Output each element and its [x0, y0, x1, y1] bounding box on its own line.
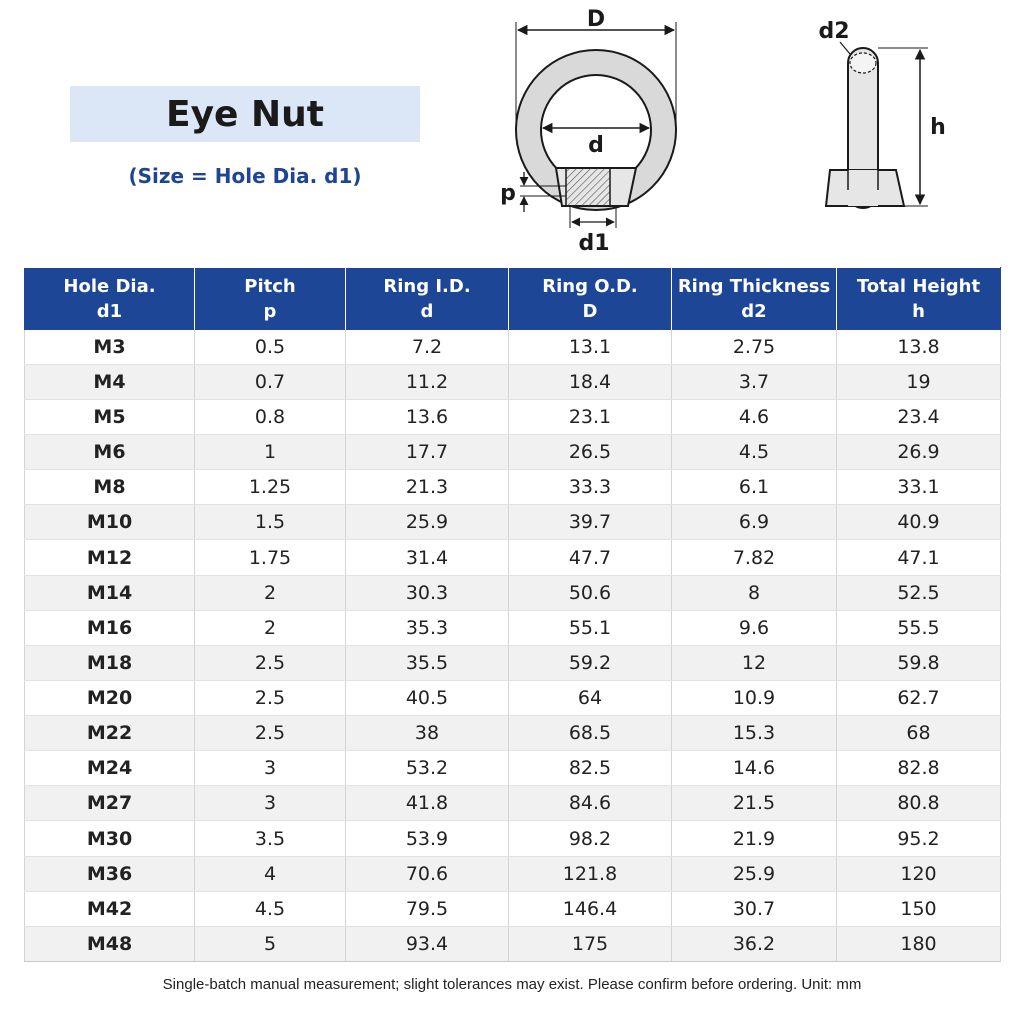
cell-ring-od: 84.6: [509, 786, 672, 821]
cell-hole-dia: M36: [25, 856, 195, 891]
table-row: [25, 575, 1001, 610]
cell-hole-dia: M22: [25, 716, 195, 751]
cell-ring-thickness: 25.9: [672, 856, 837, 891]
cell-pitch: 2.5: [195, 645, 346, 680]
cell-pitch: 2: [195, 610, 346, 645]
cell-ring-od: 47.7: [509, 540, 672, 575]
cell-total-height: 40.9: [837, 505, 1001, 540]
cell-hole-dia: M12: [25, 540, 195, 575]
header-ring-id: Ring I.D. d: [346, 268, 509, 331]
cell-total-height: 59.8: [837, 645, 1001, 680]
cell-ring-id: 11.2: [346, 364, 509, 399]
cell-ring-thickness: 30.7: [672, 891, 837, 926]
cell-total-height: 23.4: [837, 399, 1001, 434]
cell-total-height: 26.9: [837, 435, 1001, 470]
cell-ring-od: 26.5: [509, 435, 672, 470]
footer-note: Single-batch manual measurement; slight tolerances may exist. Please confirm before ordering. Unit: mm: [162, 976, 862, 993]
cell-ring-thickness: 10.9: [672, 680, 837, 715]
cell-hole-dia: M18: [25, 645, 195, 680]
cell-ring-thickness: 3.7: [672, 364, 837, 399]
cell-ring-id: 40.5: [346, 680, 509, 715]
table-row: [25, 435, 1001, 470]
table-row: [25, 330, 1001, 364]
d1-label: d1: [578, 231, 610, 256]
cell-hole-dia: M14: [25, 575, 195, 610]
cell-total-height: 52.5: [837, 575, 1001, 610]
cell-ring-od: 23.1: [509, 399, 672, 434]
cell-ring-thickness: 6.1: [672, 470, 837, 505]
cell-total-height: 95.2: [837, 821, 1001, 856]
cell-total-height: 55.5: [837, 610, 1001, 645]
cell-hole-dia: M42: [25, 891, 195, 926]
D-label: D: [586, 7, 606, 32]
cell-ring-id: 7.2: [346, 330, 509, 364]
cell-hole-dia: M3: [25, 330, 195, 364]
cell-ring-od: 98.2: [509, 821, 672, 856]
cell-ring-od: 64: [509, 680, 672, 715]
cell-hole-dia: M5: [25, 399, 195, 434]
cell-pitch: 3.5: [195, 821, 346, 856]
table-row: [25, 505, 1001, 540]
cell-hole-dia: M48: [25, 926, 195, 961]
cell-ring-thickness: 7.82: [672, 540, 837, 575]
cell-pitch: 4.5: [195, 891, 346, 926]
cell-ring-thickness: 4.6: [672, 399, 837, 434]
cell-pitch: 1: [195, 435, 346, 470]
spec-table-header: [25, 268, 1001, 331]
cell-ring-id: 93.4: [346, 926, 509, 961]
cell-ring-thickness: 21.5: [672, 786, 837, 821]
header-ring-od: Ring O.D. D: [509, 268, 672, 331]
cell-pitch: 0.7: [195, 364, 346, 399]
cell-ring-od: 33.3: [509, 470, 672, 505]
table-row: [25, 399, 1001, 434]
table-row: [25, 821, 1001, 856]
cell-ring-od: 146.4: [509, 891, 672, 926]
cell-ring-id: 30.3: [346, 575, 509, 610]
cell-pitch: 1.75: [195, 540, 346, 575]
cell-pitch: 1.5: [195, 505, 346, 540]
cell-total-height: 47.1: [837, 540, 1001, 575]
cell-ring-id: 35.3: [346, 610, 509, 645]
cell-total-height: 150: [837, 891, 1001, 926]
cell-ring-od: 121.8: [509, 856, 672, 891]
page-subtitle: (Size = Hole Dia. d1): [128, 164, 362, 188]
cell-hole-dia: M8: [25, 470, 195, 505]
table-row: [25, 751, 1001, 786]
cell-total-height: 68: [837, 716, 1001, 751]
cell-ring-id: 53.9: [346, 821, 509, 856]
cell-ring-thickness: 4.5: [672, 435, 837, 470]
cell-total-height: 120: [837, 856, 1001, 891]
table-row: [25, 786, 1001, 821]
eye-nut-front-diagram: [490, 0, 690, 260]
cell-ring-od: 18.4: [509, 364, 672, 399]
cell-pitch: 2: [195, 575, 346, 610]
cell-ring-id: 38: [346, 716, 509, 751]
cell-ring-id: 41.8: [346, 786, 509, 821]
d-label: d: [588, 133, 604, 158]
cell-pitch: 2.5: [195, 680, 346, 715]
cell-hole-dia: M10: [25, 505, 195, 540]
cell-ring-id: 35.5: [346, 645, 509, 680]
cell-ring-od: 59.2: [509, 645, 672, 680]
table-row: [25, 540, 1001, 575]
cell-hole-dia: M20: [25, 680, 195, 715]
eye-nut-side-diagram: [800, 10, 970, 220]
cell-total-height: 33.1: [837, 470, 1001, 505]
cell-pitch: 0.5: [195, 330, 346, 364]
table-row: [25, 926, 1001, 961]
thread-section: [566, 168, 610, 206]
table-row: [25, 610, 1001, 645]
page-title: Eye Nut: [166, 93, 324, 135]
cell-hole-dia: M16: [25, 610, 195, 645]
table-row: [25, 680, 1001, 715]
cell-ring-id: 25.9: [346, 505, 509, 540]
cell-ring-id: 79.5: [346, 891, 509, 926]
cell-total-height: 82.8: [837, 751, 1001, 786]
cell-ring-thickness: 8: [672, 575, 837, 610]
cell-pitch: 0.8: [195, 399, 346, 434]
cell-ring-thickness: 12: [672, 645, 837, 680]
cell-ring-thickness: 2.75: [672, 330, 837, 364]
cell-ring-id: 31.4: [346, 540, 509, 575]
cell-total-height: 62.7: [837, 680, 1001, 715]
cell-ring-od: 55.1: [509, 610, 672, 645]
table-row: [25, 716, 1001, 751]
cell-ring-id: 70.6: [346, 856, 509, 891]
table-row: [25, 470, 1001, 505]
cell-ring-od: 82.5: [509, 751, 672, 786]
cell-ring-od: 13.1: [509, 330, 672, 364]
header-total-height: Total Height h: [837, 268, 1001, 331]
cell-ring-thickness: 9.6: [672, 610, 837, 645]
title-banner: [70, 86, 420, 142]
cell-hole-dia: M27: [25, 786, 195, 821]
cell-pitch: 3: [195, 786, 346, 821]
cell-ring-id: 21.3: [346, 470, 509, 505]
ring-section: [850, 53, 876, 73]
cell-total-height: 80.8: [837, 786, 1001, 821]
h-label: h: [930, 115, 946, 140]
cell-ring-id: 13.6: [346, 399, 509, 434]
cell-total-height: 13.8: [837, 330, 1001, 364]
cell-pitch: 1.25: [195, 470, 346, 505]
cell-ring-thickness: 14.6: [672, 751, 837, 786]
cell-hole-dia: M4: [25, 364, 195, 399]
cell-ring-od: 175: [509, 926, 672, 961]
cell-total-height: 180: [837, 926, 1001, 961]
cell-total-height: 19: [837, 364, 1001, 399]
cell-ring-thickness: 36.2: [672, 926, 837, 961]
header-hole-dia: Hole Dia. d1: [25, 268, 195, 331]
table-row: [25, 891, 1001, 926]
cell-ring-od: 50.6: [509, 575, 672, 610]
cell-ring-od: 68.5: [509, 716, 672, 751]
cell-hole-dia: M24: [25, 751, 195, 786]
cell-pitch: 3: [195, 751, 346, 786]
header-pitch: Pitch p: [195, 268, 346, 331]
d2-label: d2: [818, 19, 850, 44]
spec-table: [24, 267, 1001, 962]
cell-ring-od: 39.7: [509, 505, 672, 540]
cell-ring-id: 17.7: [346, 435, 509, 470]
cell-ring-id: 53.2: [346, 751, 509, 786]
cell-hole-dia: M6: [25, 435, 195, 470]
cell-pitch: 2.5: [195, 716, 346, 751]
spec-table-body: [25, 330, 1001, 962]
cell-hole-dia: M30: [25, 821, 195, 856]
table-row: [25, 856, 1001, 891]
cell-ring-thickness: 21.9: [672, 821, 837, 856]
cell-pitch: 4: [195, 856, 346, 891]
cell-ring-thickness: 15.3: [672, 716, 837, 751]
cell-pitch: 5: [195, 926, 346, 961]
p-label: p: [500, 181, 516, 206]
table-row: [25, 364, 1001, 399]
cell-ring-thickness: 6.9: [672, 505, 837, 540]
table-row: [25, 645, 1001, 680]
header-ring-thickness: Ring Thickness d2: [672, 268, 837, 331]
